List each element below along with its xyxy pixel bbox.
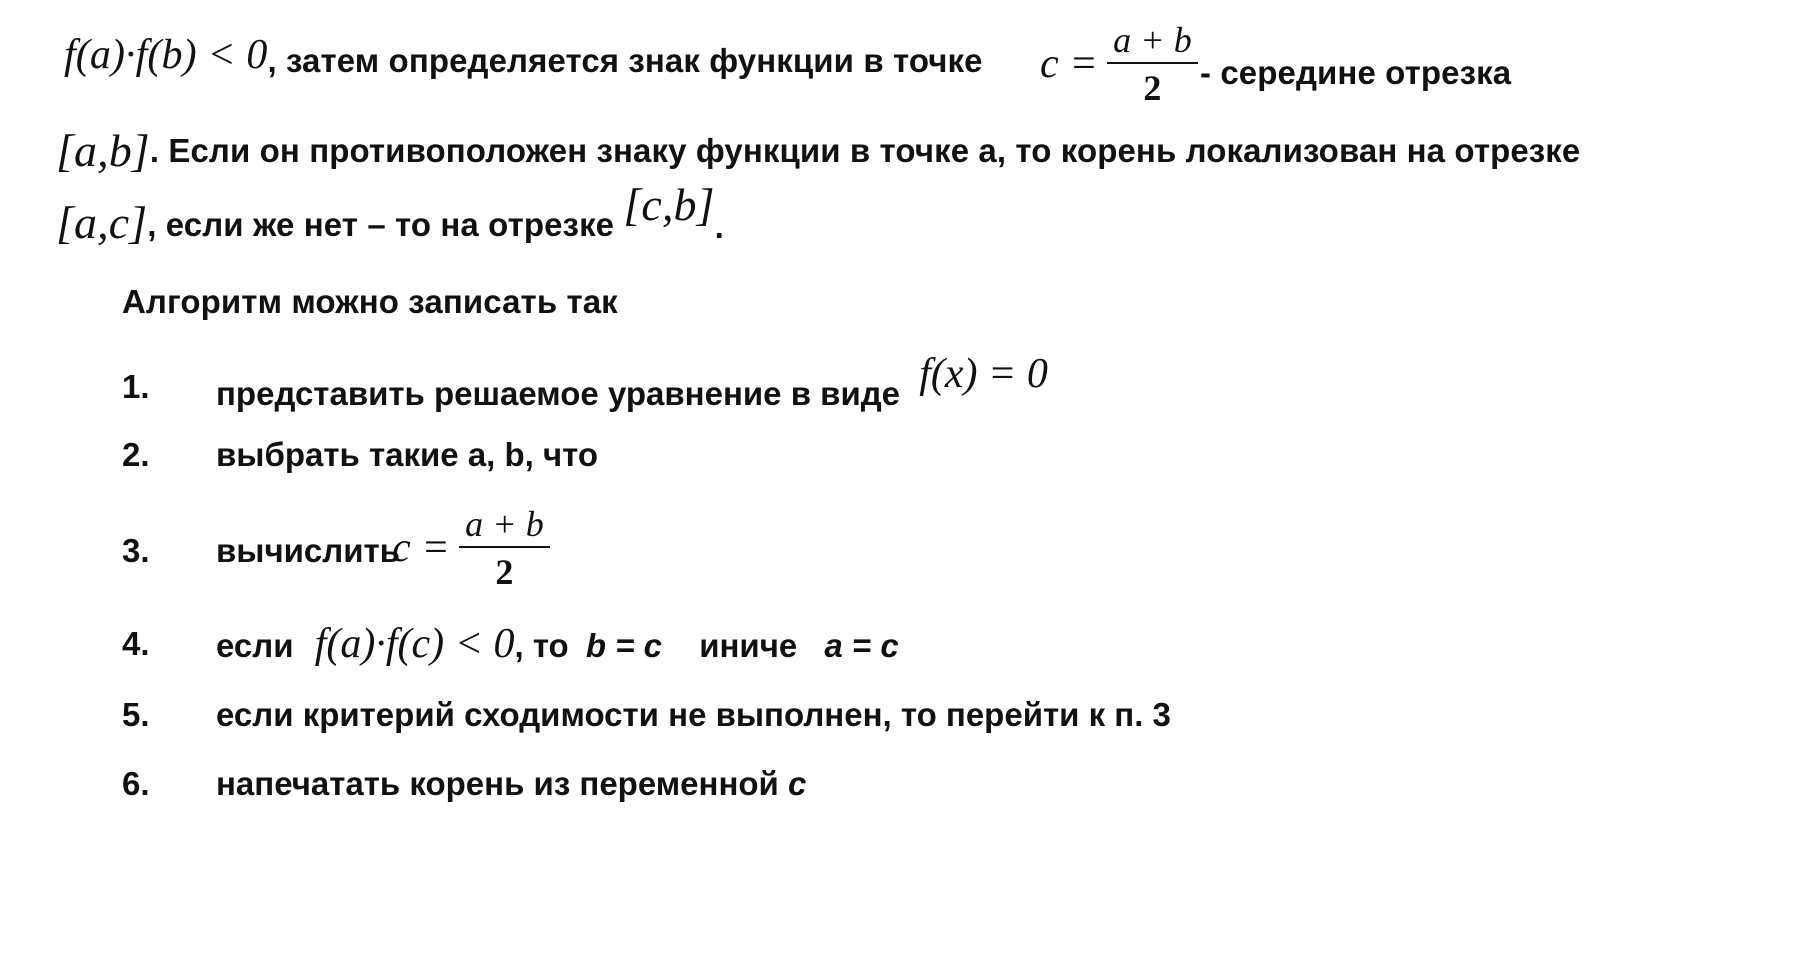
fraction <box>1107 22 1198 106</box>
step-3-formula <box>392 506 550 590</box>
paragraph-line-3 <box>56 179 724 248</box>
step-3-text: вычислить <box>216 532 400 569</box>
step-6-text <box>216 765 806 803</box>
paragraph-text: - середине отрезка <box>1200 54 1512 91</box>
assignment-b-c: b = c <box>585 627 663 664</box>
formula-c-equals: c = <box>1040 41 1098 87</box>
step-1-text <box>216 351 1048 416</box>
step-text: иниче <box>699 627 798 664</box>
formula-fx-zero: f(x) = 0 <box>919 351 1048 397</box>
algorithm-title: Алгоритм можно записать так <box>122 283 618 320</box>
fraction-numerator: a + b <box>1107 22 1198 64</box>
formula-fa-fc: f(a)·f(c) < 0 <box>314 621 515 667</box>
paragraph-line-2 <box>56 125 1581 176</box>
formula-fa-fb: f(a)·f(b) < 0 <box>64 32 268 78</box>
step-number: 5. <box>122 696 150 733</box>
variable-c: c <box>788 765 807 802</box>
paragraph-line-1 <box>64 32 983 79</box>
paragraph-text: . Если он противоположен знаку функции в точке а, то корень локализован на отрезке <box>149 132 1581 169</box>
step-text: представить решаемое уравнение в виде <box>216 375 901 412</box>
step-number: 6. <box>122 765 150 802</box>
step-text: напечатать корень из переменной <box>216 765 779 802</box>
step-5-text: если критерий сходимости не выполнен, то перейти к п. 3 <box>216 696 1171 733</box>
fraction <box>459 506 550 590</box>
fraction-denominator: 2 <box>495 552 514 592</box>
segment-ab: [a,b] <box>56 125 150 176</box>
paragraph-period: . <box>714 208 724 245</box>
fraction-denominator: 2 <box>1143 68 1162 108</box>
step-2-text: выбрать такие a, b, что <box>216 436 599 473</box>
segment-cb: [c,b] <box>623 179 715 230</box>
segment-ac: [a,c] <box>56 197 148 248</box>
formula-midpoint <box>1040 22 1198 106</box>
paragraph-text: , если же нет – то на отрезке <box>147 206 615 243</box>
step-text: , то <box>514 627 569 664</box>
step-number: 3. <box>122 532 150 569</box>
step-number: 2. <box>122 436 150 473</box>
step-text: если <box>216 627 294 664</box>
formula-c-equals: c = <box>392 525 450 571</box>
assignment-a-c: a = c <box>824 627 899 664</box>
step-number: 1. <box>122 368 150 405</box>
paragraph-text: , затем определяется знак функции в точке <box>267 41 983 79</box>
paragraph-line-1-end <box>1200 56 1511 89</box>
step-4-text <box>216 620 899 668</box>
fraction-numerator: a + b <box>459 506 550 548</box>
step-number: 4. <box>122 625 150 662</box>
